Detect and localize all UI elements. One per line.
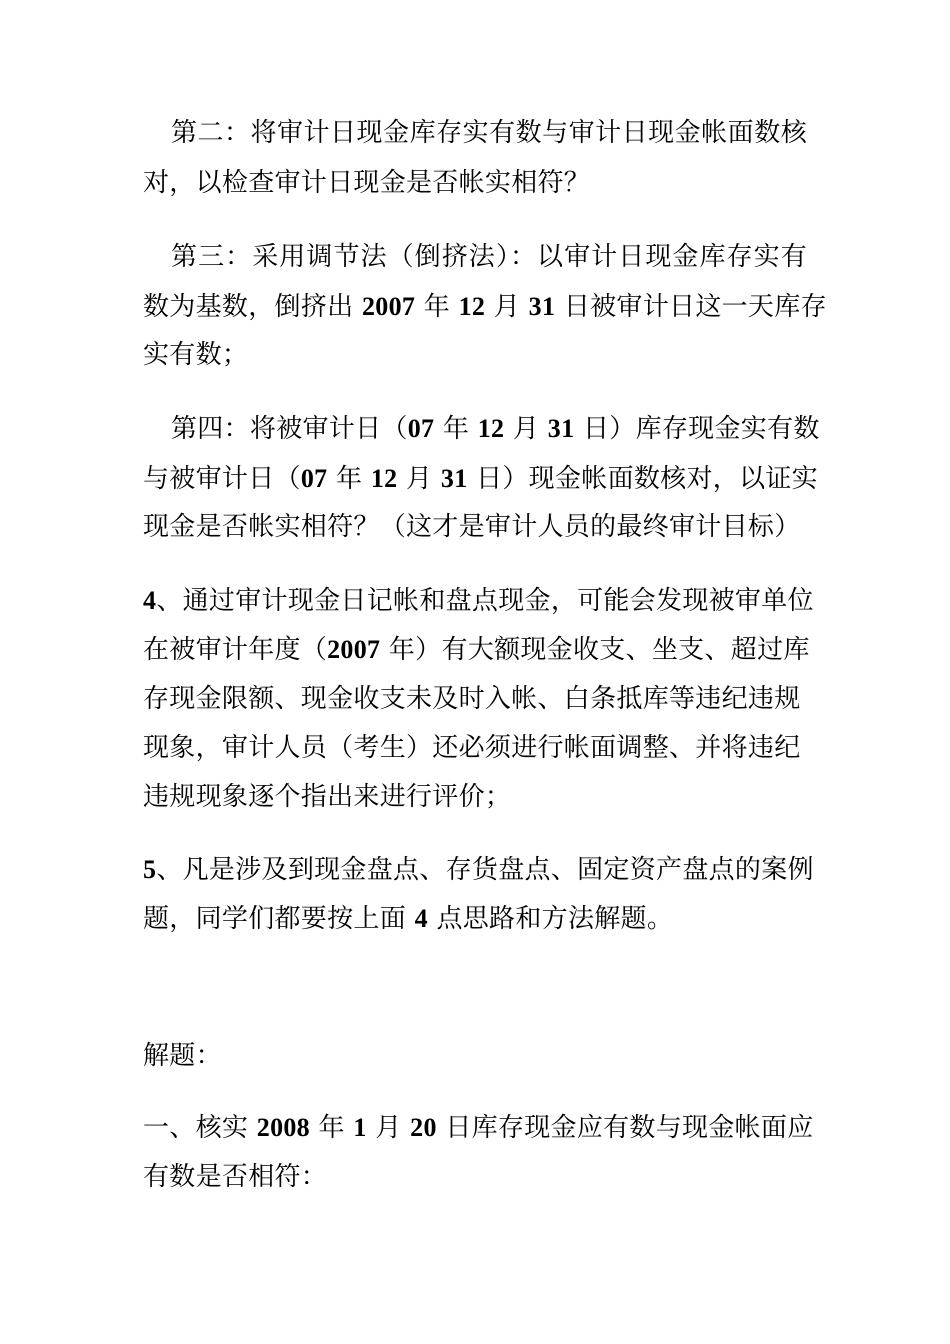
paragraph-item-5-line-1: [143, 853, 814, 887]
solution-heading: 解题：: [143, 1041, 222, 1071]
bold-number: 4: [414, 904, 428, 933]
paragraph-step-four-line-3: 现金是否帐实相符？（这才是审计人员的最终审计目标）: [143, 512, 801, 542]
bold-number: 07: [407, 414, 435, 443]
bold-number: 2008: [256, 1113, 310, 1142]
paragraph-step-four-line-1: [171, 412, 820, 446]
text-run: 年: [309, 1113, 354, 1143]
paragraph-step-two-line-1: 第二：将审计日现金库存实有数与审计日现金帐面数核: [171, 118, 807, 148]
paragraph-item-5-line-2: [143, 902, 807, 936]
paragraph-item-4-line-4: 现象，审计人员（考生）还必须进行帐面调整、并将违纪: [143, 733, 801, 763]
text-run: 月: [366, 1113, 411, 1143]
text-run: 日）现金帐面数核对，以证实: [467, 464, 818, 494]
text-run: 年）有大额现金收支、坐支、超过库: [380, 635, 810, 665]
text-run: 月: [397, 464, 441, 494]
text-run: 月: [504, 414, 548, 444]
text-run: 点思路和方法解题。: [427, 904, 674, 934]
text-run: 、凡是涉及到现金盘点、存货盘点、固定资产盘点的案例: [156, 855, 814, 885]
bold-number: 07: [300, 464, 328, 493]
bold-number: 1: [353, 1113, 367, 1142]
text-run: 在被审计年度（: [143, 635, 328, 665]
bold-number: 31: [440, 464, 468, 493]
solution-step-one-line-1: [143, 1111, 814, 1145]
bold-number: 2007: [361, 292, 416, 321]
text-run: 月: [485, 292, 529, 322]
bold-number: 12: [477, 414, 505, 443]
paragraph-step-three-line-1: 第三：采用调节法（倒挤法）：以审计日现金库存实有: [171, 242, 807, 272]
text-run: 日被审计日这一天库存: [555, 292, 827, 322]
bold-number: 20: [410, 1113, 437, 1142]
paragraph-item-4-line-5: 违规现象逐个指出来进行评价；: [143, 782, 512, 812]
text-run: 与被审计日（: [143, 464, 301, 494]
paragraph-step-two-line-2: 对，以检查审计日现金是否帐实相符？: [143, 168, 591, 198]
text-run: 年: [415, 292, 459, 322]
bold-number: 31: [547, 414, 575, 443]
item-number: 4: [143, 586, 157, 615]
text-run: 第四：将被审计日（: [171, 414, 408, 444]
paragraph-item-4-line-2: [143, 633, 810, 667]
text-run: 题，同学们都要按上面: [143, 904, 415, 934]
bold-number: 12: [458, 292, 486, 321]
text-run: 年: [327, 464, 371, 494]
paragraph-item-4-line-3: 存现金限额、现金收支未及时入帐、白条抵库等违纪违规: [143, 684, 801, 714]
bold-number: 2007: [327, 635, 381, 664]
bold-number: 31: [528, 292, 556, 321]
solution-step-one-line-2: 有数是否相符：: [143, 1162, 328, 1192]
bold-number: 12: [370, 464, 398, 493]
paragraph-step-three-line-2: [143, 290, 827, 324]
text-run: 、通过审计现金日记帐和盘点现金，可能会发现被审单位: [156, 586, 814, 616]
paragraph-item-4-line-1: [143, 584, 814, 618]
paragraph-step-four-line-2: [143, 462, 818, 496]
item-number: 5: [143, 855, 157, 884]
paragraph-step-three-line-3: 实有数；: [143, 340, 249, 370]
text-run: 日）库存现金实有数: [574, 414, 820, 444]
text-run: 年: [434, 414, 478, 444]
text-run: 一、核实: [143, 1113, 257, 1143]
text-run: 数为基数，倒挤出: [143, 292, 362, 322]
text-run: 日库存现金应有数与现金帐面应: [436, 1113, 814, 1143]
